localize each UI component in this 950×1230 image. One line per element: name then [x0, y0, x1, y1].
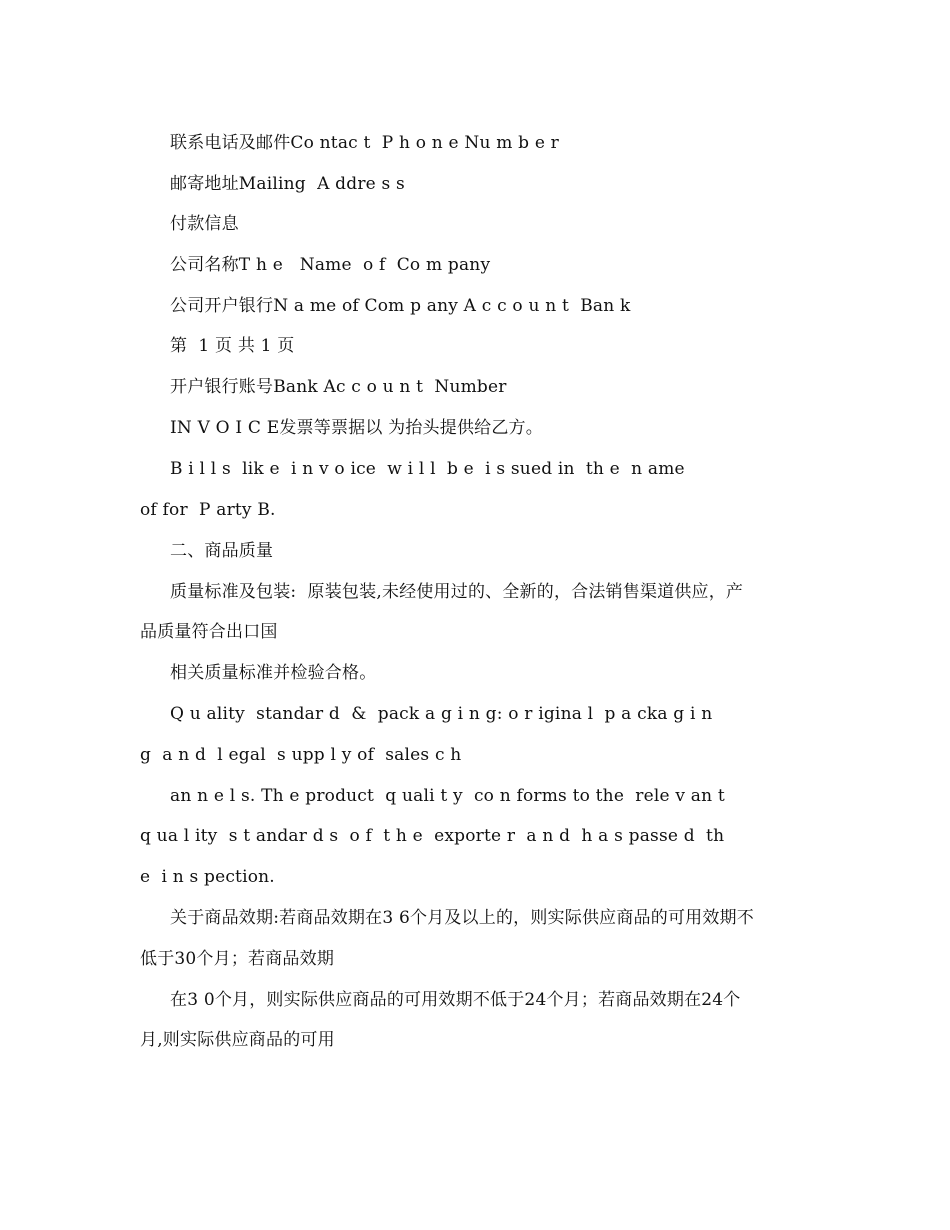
- bills-english-line-cont: of for P arty B.: [140, 500, 276, 520]
- quality-inspection-line: 相关质量标准并检验合格。: [170, 663, 377, 683]
- quality-english-line-cont: g a n d l egal s upp l y of sales c h: [140, 745, 462, 765]
- section-quality-heading: 二、商品质量: [170, 541, 274, 561]
- contact-phone-line: 联系电话及邮件Co ntac t P h o n e Nu m b e r: [170, 133, 560, 153]
- company-bank-line: 公司开户银行N a me of Com p any A c c o u n t Ban k: [170, 296, 631, 316]
- mailing-address-line: 邮寄地址Mailing A ddre s s: [170, 174, 405, 194]
- quality-english-line-3: q ua l ity s t andar d s o f t h e exporte r a n d h a s passe d th: [140, 826, 725, 846]
- bank-account-line: 开户银行账号Bank Ac c o u n t Number: [170, 377, 507, 397]
- invoice-note-line: IN V O I C E发票等票据以 为抬头提供给乙方。: [170, 418, 543, 438]
- shelf-life-line-3: 月,则实际供应商品的可用: [140, 1030, 335, 1050]
- payment-info-heading: 付款信息: [170, 214, 239, 234]
- shelf-life-line-cont: 低于30个月；若商品效期: [140, 949, 335, 969]
- company-name-line: 公司名称T h e Name o f Co m pany: [170, 255, 491, 275]
- bills-english-line: B i l l s lik e i n v o ice w i l l b e i s sued in th e n ame: [170, 459, 685, 479]
- quality-standard-line: 质量标准及包装: 原装包装,未经使用过的、全新的，合法销售渠道供应，产: [170, 582, 744, 602]
- shelf-life-line: 关于商品效期:若商品效期在3 6个月及以上的，则实际供应商品的可用效期不: [170, 908, 754, 928]
- shelf-life-line-2: 在3 0个月，则实际供应商品的可用效期不低于24个月；若商品效期在24个: [170, 990, 741, 1010]
- page-number-line: 第 1 页 共 1 页: [170, 336, 295, 356]
- quality-english-line-4: e i n s pection.: [140, 867, 275, 887]
- quality-english-line-2: an n e l s. Th e product q uali t y co n forms to the rele v an t: [170, 786, 725, 806]
- quality-english-line: Q u ality standar d & pack a g i n g: o r igina l p a cka g i n: [170, 704, 713, 724]
- quality-standard-line-cont: 品质量符合出口国: [140, 622, 278, 642]
